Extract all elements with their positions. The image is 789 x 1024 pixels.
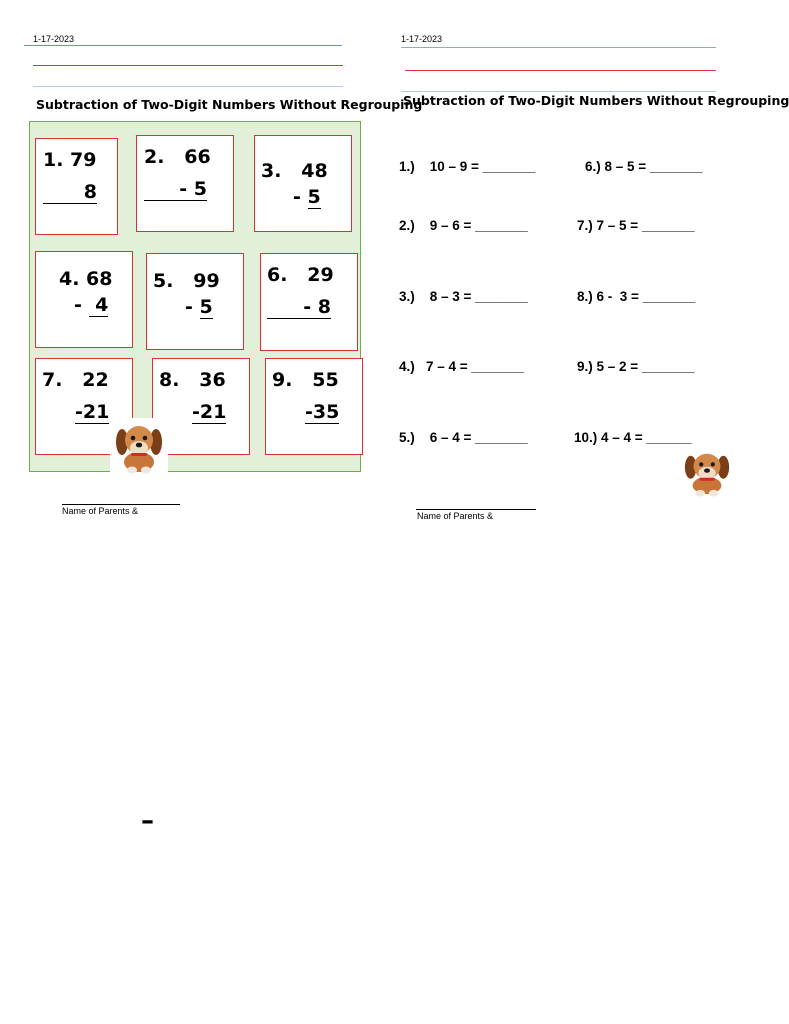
problem-box-9 xyxy=(265,358,363,455)
equation-2: 2.) 9 – 6 = _______ xyxy=(399,218,528,233)
problem-4-bottom: - 4 xyxy=(74,294,109,316)
problem-5-bottom: - 5 xyxy=(185,296,213,318)
problem-4-top: 4. 68 xyxy=(59,268,113,290)
equation-3: 3.) 8 – 3 = _______ xyxy=(399,289,528,304)
problem-6-bottom: - 8 xyxy=(267,296,331,319)
right-rule-red xyxy=(405,70,716,71)
equation-5: 5.) 6 – 4 = _______ xyxy=(399,430,528,445)
problem-box-4 xyxy=(35,251,133,348)
problem-9-top: 9. 55 xyxy=(272,369,339,391)
equation-1: 1.) 10 – 9 = _______ xyxy=(399,159,536,174)
equation-6: 6.) 8 – 5 = _______ xyxy=(585,159,703,174)
problem-1-bottom: 8 xyxy=(43,181,97,204)
left-rule-blue-2 xyxy=(33,86,343,87)
equation-10: 10.) 4 – 4 = ______ xyxy=(574,430,692,445)
problem-7-bottom: -21 xyxy=(75,401,110,423)
problem-2-top: 2. 66 xyxy=(144,146,211,168)
problem-6-top: 6. 29 xyxy=(267,264,334,286)
problem-box-3 xyxy=(254,135,352,232)
right-title: Subtraction of Two-Digit Numbers Without Regrouping xyxy=(403,93,789,108)
problem-3-bottom: - 5 xyxy=(293,186,321,208)
right-signature-label: Name of Parents & xyxy=(417,511,494,521)
problem-box-2 xyxy=(136,135,234,232)
problem-box-6 xyxy=(260,253,358,351)
puppy-icon xyxy=(679,448,735,498)
equation-9: 9.) 5 – 2 = _______ xyxy=(577,359,695,374)
problem-8-bottom: -21 xyxy=(192,401,227,423)
equation-4: 4.) 7 – 4 = _______ xyxy=(399,359,524,374)
right-signature-line xyxy=(416,509,536,510)
puppy-icon xyxy=(110,418,168,476)
problem-box-5 xyxy=(146,253,244,350)
equation-8: 8.) 6 - 3 = _______ xyxy=(577,289,696,304)
equation-7: 7.) 7 – 5 = _______ xyxy=(577,218,695,233)
problem-1-top: 1. 79 xyxy=(43,149,97,171)
problem-7-top: 7. 22 xyxy=(42,369,109,391)
problem-3-top: 3. 48 xyxy=(261,160,328,182)
left-rule-blue xyxy=(24,45,342,46)
left-rule-red xyxy=(33,65,343,66)
left-title: Subtraction of Two-Digit Numbers Without Regrouping xyxy=(36,97,423,112)
problem-box-1 xyxy=(35,138,118,235)
right-rule-blue-2 xyxy=(401,91,716,92)
problem-2-bottom: - 5 xyxy=(144,178,207,201)
left-date: 1-17-2023 xyxy=(33,34,75,44)
problem-9-bottom: -35 xyxy=(305,401,340,423)
left-signature-line xyxy=(62,504,180,505)
left-signature-label: Name of Parents & xyxy=(62,506,139,516)
right-rule-blue xyxy=(401,47,716,48)
right-date: 1-17-2023 xyxy=(401,34,443,44)
problem-8-top: 8. 36 xyxy=(159,369,226,391)
stray-dash: – xyxy=(141,806,154,836)
problem-5-top: 5. 99 xyxy=(153,270,220,292)
